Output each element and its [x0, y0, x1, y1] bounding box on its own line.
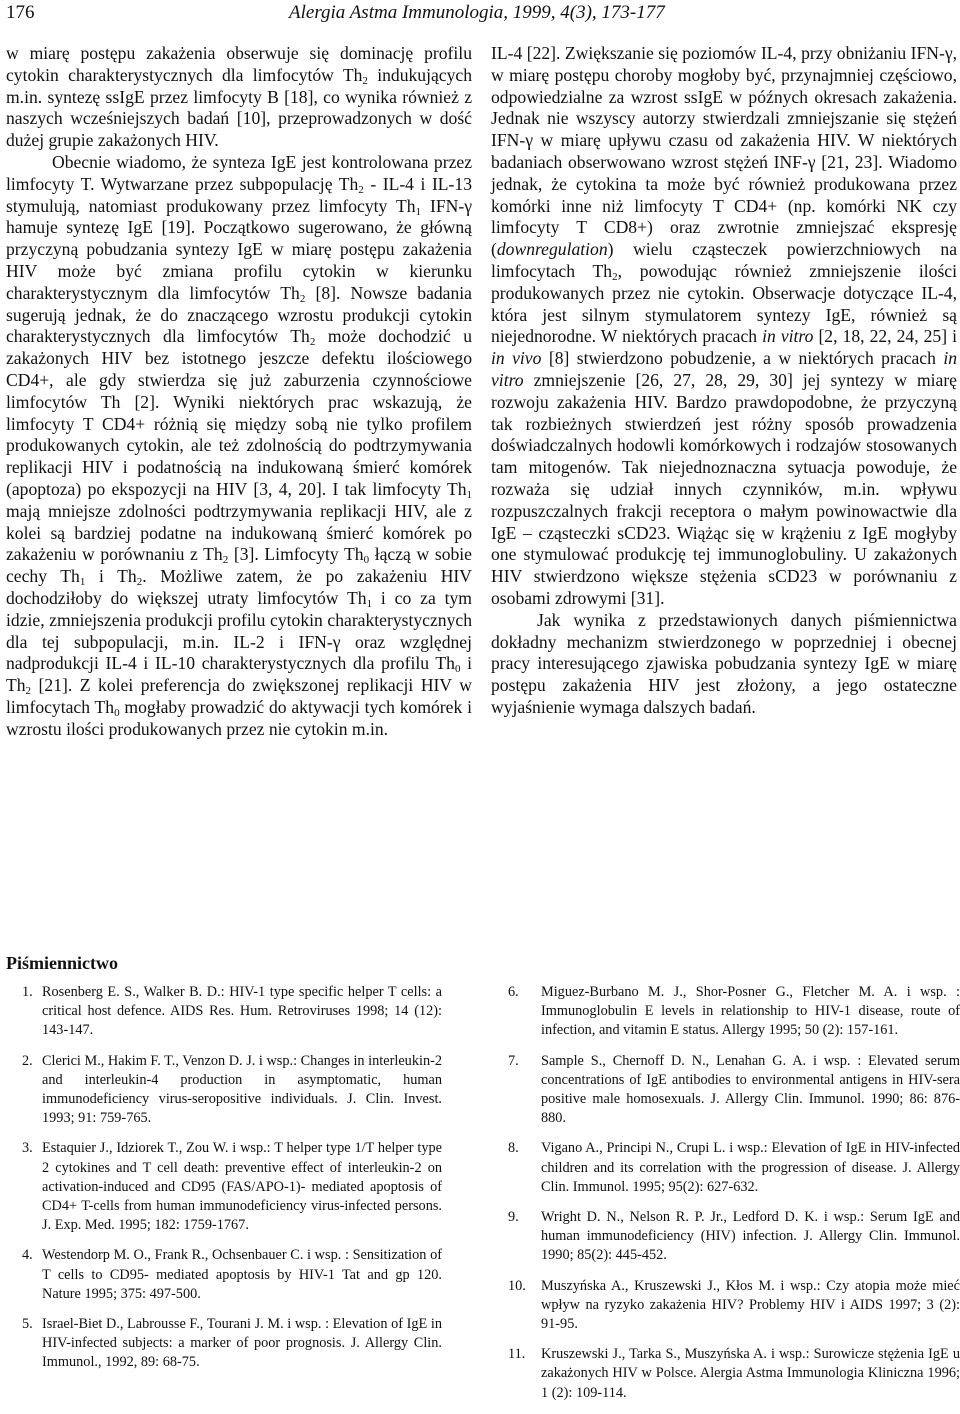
text-run: IL-4 [22]. Zwiększanie się poziomów IL-4, przy obniżaniu IFN-γ, w miarę postępu choroby mogłoby być, przynajmniej częściowo, odpowiedzialne za wzrost ssIgE w późnych okresach zakażenia. Jednak nie wszyscy autorzy stwierdzali zmniejszanie się stężeń IFN-γ w miarę upływu czasu od zakażenia HIV. W niektórych badaniach obserwowano wzrost stężeń INF-γ [21, 23]. Wiadomo jednak, że cytokina ta może być również produkowana przez komórki inne niż limfocyty T CD4+ (np. komórki NK czy limfocyty T CD8+) oraz zwrotnie zmniejszać ekspresję ( — [491, 43, 957, 260]
subscript: 0 — [454, 663, 461, 676]
text-run: Jak wynika z przedstawionych danych piśmiennictwa dokładny mechanizm stwierdzonego w poprzedniej i obecnej pracy interesującego zjawiska pobudzania syntezy IgE w miarę postępu zakażenia HIV jest złożony, a jego ostateczne wyjaśnienie wymaga dalszych badań. — [491, 609, 957, 717]
references-title: Piśmiennictwo — [6, 953, 118, 973]
reference-number: 7. — [508, 1052, 519, 1069]
paragraph — [491, 610, 957, 719]
text-run: w miarę postępu zakażenia obserwuje się dominację profilu cytokin charakterystycznych dla limfocytów Th — [6, 43, 472, 85]
text-run: [21]. Z kolei preferencja do zwiększonej replikacji HIV w limfocytach Th — [6, 675, 472, 717]
reference-item — [6, 1139, 442, 1235]
reference-text: Israel-Biet D., Labrousse F., Tourani J. M. i wsp. : Elevation of IgE in HIV-infected subjects: a marker of poor prognosis. J. Allergy Clin. Immunol., 1992, 89: 68-75. — [42, 1316, 442, 1371]
subscript: 2 — [358, 183, 364, 196]
paragraph — [6, 43, 472, 152]
subscript: 2 — [299, 292, 306, 305]
reference-text: Estaquier J., Idziorek T., Zou W. i wsp.: T helper type 1/T helper type 2 cytokines and T cell death: preventive effect of interleukin-2 on activation-induced and CD95 (FAS/APO-1)- mediated apoptosis of CD4+ T-cells from human immunodeficiency virus-infected persons. J. Exp. Med. 1995; 182: 1759-1767. — [42, 1140, 442, 1234]
text-run: mogłaby prowadzić do aktywacji tych komórek i wzrostu ilości produkowanych przez nie cytokin m.in. — [6, 696, 472, 739]
reference-text: Miguez-Burbano M. J., Shor-Posner G., Fletcher M. A. i wsp. : Immunoglobulin E levels in relationship to HIV-1 disease, route of infection, and vitamin E status. Allergy 1995; 50 (2): 157-161. — [541, 984, 960, 1039]
page-number: 176 — [6, 2, 35, 23]
text-run: [8] stwierdzono pobudzenie, a w niektórych pracach — [541, 348, 944, 369]
text-run: [3]. Limfocyty Th — [228, 544, 364, 565]
subscript: 2 — [612, 270, 618, 283]
paragraph — [6, 152, 472, 741]
reference-text: Westendorp M. O., Frank R., Ochsenbauer C. i wsp. : Sensitization of T cells to CD95- mediated apoptosis by HIV-1 Tat and gp 120. Nature 1995; 375: 497-500. — [42, 1247, 442, 1302]
text-run: [2, 18, 22, 24, 25] i — [813, 326, 958, 347]
text-run: - IL-4 i IL-13 stymulują, natomiast produkowany przez limfocyty Th — [6, 173, 472, 216]
reference-text: Clerici M., Hakim F. T., Venzon D. J. i wsp.: Changes in interleukin-2 and interleukin-4 production in asymptomatic, human immunodeficiency virus-seropositive individuals. J. Clin. Invest. 1993; 91: 759-765. — [42, 1052, 442, 1127]
text-run: może dochodzić u zakażonych HIV bez istotnego jeszcze defektu ilościowego CD4+, ale gdy stwierdza się już zaburzenia czynnościowe limfocytów Th [2]. Wyniki niektórych prac wskazują, że limfocyty T CD4+ różnią się między sobą nie tylko profilem produkowanych cytokin, ale też zdolnością do podtrzymywania replikacji HIV i podatnością na indukowaną śmierć komórek (apoptoza) po ekspozycji na HIV [3, 4, 20]. I tak limfocyty Th — [6, 326, 472, 499]
text-run: indukujących m.in. syntezę ssIgE przez limfocyty B [18], co wynika również z naszych wcześniejszych badań [10], przeprowadzonych w dość dużej grupie zakażonych HIV. — [6, 64, 472, 151]
subscript: 1 — [466, 488, 472, 501]
reference-item — [508, 1277, 960, 1335]
subscript: 2 — [25, 685, 32, 698]
subscript: 2 — [309, 336, 316, 349]
reference-number: 3. — [22, 1140, 33, 1157]
body-column-right — [491, 43, 957, 719]
text-run: Obecnie wiadomo, że synteza IgE jest kontrolowana przez limfocyty T. Wytwarzane przez subpopulację Th — [6, 151, 472, 194]
journal-reference: Alergia Astma Immunologia, 1999, 4(3), 173-177 — [289, 2, 665, 23]
body-column-left — [6, 43, 472, 741]
subscript: 1 — [79, 576, 86, 589]
reference-number: 11. — [508, 1346, 526, 1363]
reference-item — [508, 1052, 960, 1129]
text-run: i co za tym idzie, zmniejszenia produkcji profilu cytokin charakterystycznych dla tej subpopulacji, m.in. IL-2 i IFN-γ oraz względnej nadprodukcji IL-4 i IL-10 charakterystycznych dla profilu Th — [6, 587, 472, 674]
text-run: i Th — [6, 653, 472, 696]
reference-item — [508, 1139, 960, 1197]
italic-text: downregulation — [496, 239, 608, 260]
text-run: zmniejszenie [26, 27, 28, 29, 30] jej syntezy w miarę rozwoju zakażenia HIV. Bardzo prawdopodobne, że przyczyną tak rozbieżnych stwierdzeń jest różny sposób prowadzenia doświadczalnych hodowli komórkowych i rodzajów stosowanych tam mitogenów. Tak niejednoznaczna sytuacja powoduje, że rozważa się udział innych czynników, m.in. wpływu rozpuszczalnych frakcji receptora o małym powinowactwie dla IgE – cząsteczki sCD23. Wiążąc się w krążeniu z IgE mogłyby one stymulować produkcję tej immunoglobuliny. U zakażonych HIV stwierdzono większe stężenia sCD23 w porównaniu z osobami zdrowymi [31]. — [491, 369, 957, 608]
subscript: 2 — [136, 576, 143, 589]
italic-text: in vitro — [491, 348, 957, 390]
reference-number: 2. — [22, 1052, 33, 1069]
reference-text: Muszyńska A., Kruszewski J., Kłos M. i wsp.: Czy atopia może mieć wpływ na ryzyko zakażenia HIV? Problemy HIV i AIDS 1997; 3 (2): 91-95. — [541, 1277, 960, 1333]
reference-item — [508, 983, 960, 1041]
text-run: ) wielu cząsteczek powierzchniowych na limfocytach Th — [491, 239, 957, 281]
reference-item — [508, 1345, 960, 1403]
reference-number: 9. — [508, 1209, 519, 1226]
text-run: i Th — [85, 566, 137, 587]
reference-item — [6, 1052, 442, 1129]
text-run: łączą w sobie cechy Th — [6, 544, 472, 587]
subscript: 2 — [362, 74, 368, 87]
subscript: 2 — [222, 554, 229, 567]
paragraph — [491, 43, 957, 610]
text-run: mają mniejsze zdolności podtrzymywania replikacji HIV, ale z kolei są bardziej podatne na indukowaną śmierć komórek po zakażeniu w porównaniu z Th — [6, 500, 472, 565]
italic-text: in vivo — [491, 348, 542, 369]
subscript: 1 — [415, 205, 422, 218]
reference-number: 4. — [22, 1247, 33, 1264]
reference-number: 10. — [508, 1277, 526, 1294]
reference-item — [6, 983, 442, 1041]
reference-text: Rosenberg E. S., Walker B. D.: HIV-1 type specific helper T cells: a critical host defence. AIDS Res. Hum. Retroviruses 1998; 14 (12): 143-147. — [42, 984, 442, 1039]
references-column-right — [508, 983, 960, 1414]
text-run: IFN-γ hamuje syntezę IgE [19]. Początkowo sugerowano, że główną przyczyną pobudzania syntezy IgE w miarę postępu zakażenia HIV może być zmiana profilu cytokin w kierunku charakterystycznym dla limfocytów Th — [6, 195, 472, 303]
text-run: . Możliwe zatem, że po zakażeniu HIV dochodziłoby do większej utraty limfocytów Th — [6, 566, 472, 608]
reference-item — [508, 1208, 960, 1266]
text-run: , powodując również zmniejszenie ilości produkowanych przez nie cytokin. Obserwacje dotyczące IL-4, która jest silnym stymulatorem syntezy IgE, również są niejednorodne. W niektórych pracach — [491, 260, 957, 347]
reference-number: 1. — [22, 984, 33, 1000]
reference-item — [6, 1246, 442, 1304]
text-run: [8]. Nowsze badania sugerują jednak, że do znaczącego wzrostu produkcji cytokin charakterystycznych dla limfocytów Th — [6, 282, 472, 347]
subscript: 0 — [114, 706, 120, 719]
reference-number: 8. — [508, 1140, 519, 1157]
reference-text: Wright D. N., Nelson R. P. Jr., Ledford D. K. i wsp.: Serum IgE and human immunodeficiency (HIV) infection. J. Allergy Clin. Immunol. 1990; 85(2): 445-452. — [541, 1209, 960, 1264]
italic-text: in vitro — [762, 326, 814, 347]
page-header — [6, 2, 954, 28]
reference-text: Kruszewski J., Tarka S., Muszyńska A. i wsp.: Surowicze stężenia IgE u zakażonych HIV w Polsce. Alergia Astma Immunologia Kliniczna 1996; 1 (2): 109-114. — [541, 1346, 960, 1401]
reference-number: 6. — [508, 984, 519, 1000]
reference-number: 5. — [22, 1316, 33, 1333]
reference-item — [6, 1315, 442, 1373]
references-column-left — [6, 983, 442, 1384]
subscript: 0 — [363, 554, 370, 567]
subscript: 1 — [366, 597, 373, 610]
reference-text: Sample S., Chernoff D. N., Lenahan G. A. i wsp. : Elevated serum concentrations of IgE antibodies to environmental antigens in HIV-sera positive male homosexuals. J. Allergy Clin. Immunol. 1990; 86: 876-880. — [541, 1052, 960, 1127]
reference-text: Vigano A., Principi N., Crupi L. i wsp.: Elevation of IgE in HIV-infected children and its correlation with the progression of disease. J. Allergy Clin. Immunol. 1995; 95(2): 627-632. — [541, 1140, 960, 1195]
